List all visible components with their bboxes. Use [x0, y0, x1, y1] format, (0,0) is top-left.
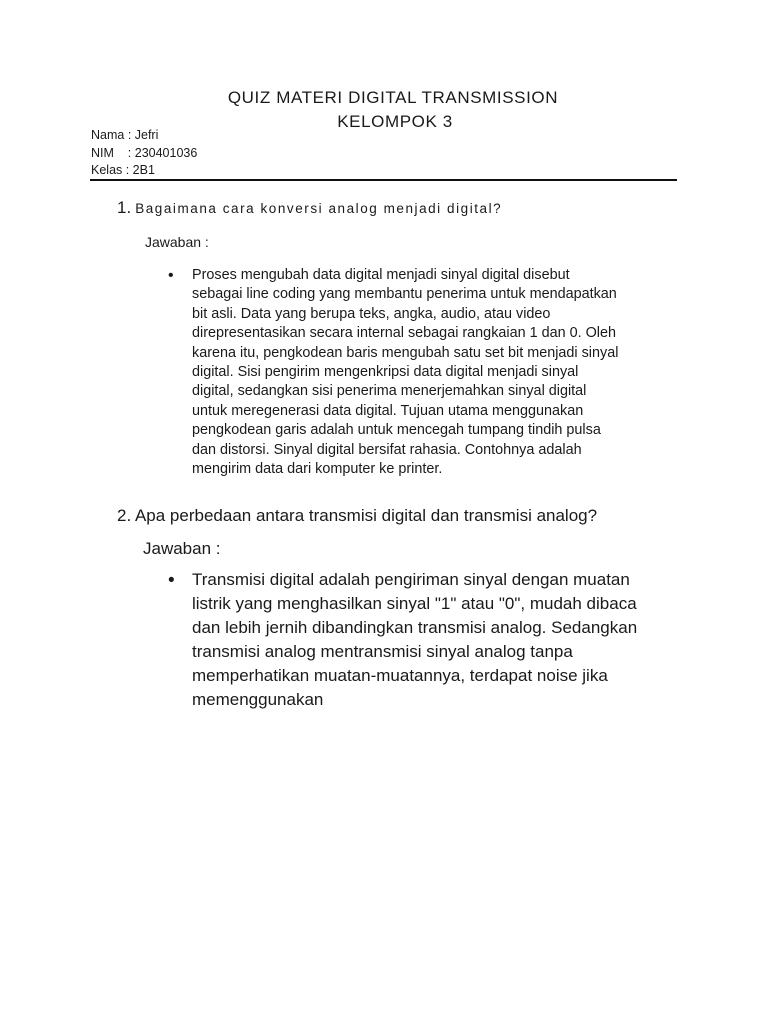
answer-1-text: Proses mengubah data digital menjadi sinyal digital disebut sebagai line coding yang membantu penerima untuk mendapatkan bit asli. Data yang berupa teks, angka, audio, atau video direpresentasikan secara internal sebagai rangkaian 1 dan 0. Oleh karena itu, pengkodean baris mengubah satu set bit menjadi sinyal digital. Sisi pengirim mengenkripsi data digital menjadi sinyal digital, sedangkan sisi penerima menerjemahkan sinyal digital untuk meregenerasi data digital. Tujuan utama menggunakan pengkodean garis adalah untuk mencegah tumpang tindih pulsa dan distorsi. Sinyal digital bersifat rahasia. Contohnya adalah mengirim data dari komputer ke printer.	[192, 267, 619, 478]
student-nim: NIM : 230401036	[91, 145, 198, 160]
answer-2-bullet: •	[168, 570, 175, 591]
header-divider	[90, 179, 677, 181]
title-line-2: KELOMPOK 3	[337, 112, 453, 131]
answer-1-label: Jawaban :	[145, 234, 209, 250]
question-2: 2. Apa perbedaan antara transmisi digital dan transmisi analog?	[117, 506, 598, 525]
question-1-number: 1.	[117, 198, 132, 217]
student-identity	[91, 127, 197, 180]
student-name: Nama : Jefri	[91, 128, 159, 142]
title-line-1: QUIZ MATERI DIGITAL TRANSMISSION	[227, 88, 559, 107]
question-1-text: Bagaimana cara konversi analog menjadi digital?	[135, 201, 503, 216]
answer-2-text: Transmisi digital adalah pengiriman sinyal dengan muatan listrik yang menghasilkan sinyal "1" atau "0", mudah dibaca dan lebih jernih dibandingkan transmisi analog. Sedangkan transmisi analog mentransmisi sinyal analog tanpa memperhatikan muatan-muatannya, terdapat noise jika memenggunakan	[192, 570, 638, 709]
student-class: Kelas : 2B1	[91, 163, 155, 177]
question-1	[117, 197, 502, 220]
answer-1-bullet: •	[168, 267, 174, 284]
answer-2-label: Jawaban :	[143, 539, 221, 558]
